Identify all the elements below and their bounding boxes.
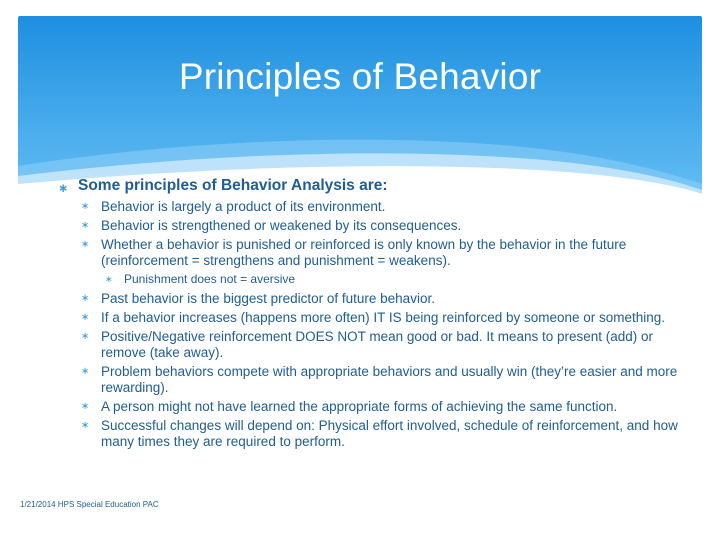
footer-date: 1/21/2014: [20, 500, 56, 509]
list-item-text: Successful changes will depend on: Physical effort involved, schedule of reinforcement, and how many times they are required to perform.: [101, 418, 678, 449]
footer: [20, 500, 159, 509]
bullet-asterisk-icon: ∗: [81, 201, 90, 212]
list-item: [58, 364, 678, 396]
list-item: [58, 399, 678, 415]
list-item: [58, 199, 678, 215]
bullet-list: [58, 176, 678, 453]
list-item: [58, 218, 678, 234]
list-heading-text: Some principles of Behavior Analysis are:: [78, 177, 388, 194]
bullet-asterisk-icon: ∗: [81, 220, 90, 231]
bullet-asterisk-icon: ∗: [81, 366, 90, 377]
footer-org: HPS Special Education PAC: [57, 500, 159, 509]
list-item-text: Whether a behavior is punished or reinforced is only known by the behavior in the future (reinforcement = strengthens and punishment = weakens).: [101, 237, 627, 268]
list-heading: [58, 176, 678, 196]
bullet-asterisk-icon: ∗: [81, 312, 90, 323]
bullet-asterisk-icon: ∗: [81, 401, 90, 412]
list-item-text: A person might not have learned the appropriate forms of achieving the same function.: [101, 399, 618, 414]
list-item: [58, 329, 678, 361]
list-item-text: Past behavior is the biggest predictor of future behavior.: [101, 291, 435, 306]
list-item: [58, 310, 678, 326]
sub-list-item: [58, 272, 678, 287]
list-item-text: If a behavior increases (happens more often) IT IS being reinforced by someone or something.: [101, 310, 666, 325]
banner-background: [18, 16, 702, 194]
bullet-asterisk-icon: ∗: [81, 420, 90, 431]
list-item-text: Problem behaviors compete with appropriate behaviors and usually win (they’re easier and more rewarding).: [101, 364, 678, 395]
bullet-asterisk-icon: ∗: [105, 274, 113, 284]
bullet-asterisk-icon: ∗: [58, 181, 69, 195]
list-item: [58, 291, 678, 307]
sub-list-item-text: Punishment does not = aversive: [124, 272, 296, 286]
slide-title: Principles of Behavior: [178, 56, 542, 97]
list-item-text: Positive/Negative reinforcement DOES NOT mean good or bad. It means to present (add) or remove (take away).: [101, 329, 654, 360]
list-item-text: Behavior is largely a product of its environment.: [101, 199, 386, 214]
bullet-asterisk-icon: ∗: [81, 331, 90, 342]
list-item: [58, 237, 678, 269]
bullet-asterisk-icon: ∗: [81, 239, 90, 250]
list-item: [58, 418, 678, 450]
bullet-asterisk-icon: ∗: [81, 293, 90, 304]
title-banner: [18, 16, 702, 194]
list-item-text: Behavior is strengthened or weakened by its consequences.: [101, 218, 462, 233]
